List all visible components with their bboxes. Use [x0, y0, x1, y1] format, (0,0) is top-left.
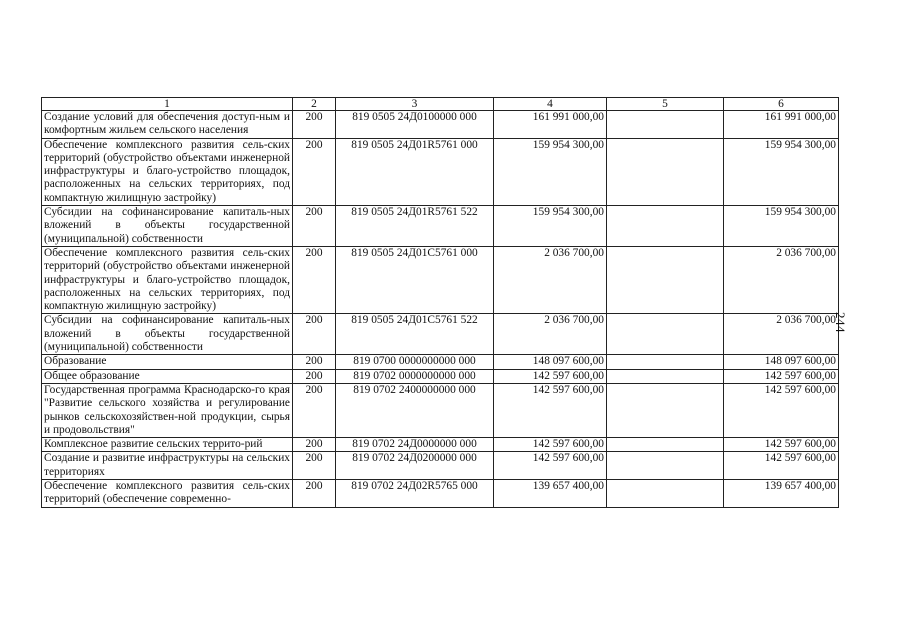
row-total: 142 597 600,00 [724, 438, 839, 452]
row-col5 [607, 452, 724, 480]
row-kbk: 819 0702 24Д0200000 000 [336, 452, 494, 480]
row-code: 200 [293, 480, 336, 508]
table-row [42, 438, 839, 452]
table-row [42, 355, 839, 369]
row-amount: 139 657 400,00 [494, 480, 607, 508]
row-code: 200 [293, 438, 336, 452]
row-amount: 2 036 700,00 [494, 314, 607, 355]
row-code: 200 [293, 246, 336, 313]
table-row [42, 111, 839, 139]
row-code: 200 [293, 314, 336, 355]
page-number: 244 [833, 312, 848, 333]
row-name: Субсидии на софинансирование капиталь-ных вложений в объекты государственной (муниципальной) собственности [42, 206, 293, 247]
row-col5 [607, 369, 724, 383]
header-col-2: 2 [293, 98, 336, 111]
row-name: Создание и развитие инфраструктуры на сельских территориях [42, 452, 293, 480]
row-name: Комплексное развитие сельских террито-рий [42, 438, 293, 452]
row-amount: 142 597 600,00 [494, 438, 607, 452]
row-name: Обеспечение комплексного развития сель-ских территорий (обеспечение современно- [42, 480, 293, 508]
row-col5 [607, 383, 724, 437]
row-name: Обеспечение комплексного развития сель-ских территорий (обустройство объектами инженерной инфраструктуры и благо-устройство площадок, расположенных на сельских территориях, под компактную жилищную застройку) [42, 138, 293, 205]
header-col-5: 5 [607, 98, 724, 111]
table-row [42, 452, 839, 480]
row-amount: 161 991 000,00 [494, 111, 607, 139]
header-col-6: 6 [724, 98, 839, 111]
row-kbk: 819 0505 24Д01С5761 000 [336, 246, 494, 313]
row-amount: 142 597 600,00 [494, 452, 607, 480]
row-name: Государственная программа Краснодарско-го края "Развитие сельского хозяйства и регулирование рынков сельскохозяйствен-ной продукции, сырья и продовольствия" [42, 383, 293, 437]
row-total: 2 036 700,00 [724, 314, 839, 355]
row-total: 139 657 400,00 [724, 480, 839, 508]
row-col5 [607, 246, 724, 313]
row-kbk: 819 0702 0000000000 000 [336, 369, 494, 383]
row-amount: 159 954 300,00 [494, 138, 607, 205]
row-total: 148 097 600,00 [724, 355, 839, 369]
row-code: 200 [293, 369, 336, 383]
row-amount: 159 954 300,00 [494, 206, 607, 247]
row-col5 [607, 111, 724, 139]
row-total: 161 991 000,00 [724, 111, 839, 139]
row-code: 200 [293, 111, 336, 139]
row-code: 200 [293, 206, 336, 247]
row-col5 [607, 438, 724, 452]
table-row [42, 246, 839, 313]
row-name: Обеспечение комплексного развития сель-ских территорий (обустройство объектами инженерной инфраструктуры и благо-устройство площадок, расположенных на сельских территориях, под компактную жилищную застройку) [42, 246, 293, 313]
row-name: Субсидии на софинансирование капиталь-ных вложений в объекты государственной (муниципальной) собственности [42, 314, 293, 355]
header-col-4: 4 [494, 98, 607, 111]
row-kbk: 819 0702 24Д0000000 000 [336, 438, 494, 452]
row-col5 [607, 355, 724, 369]
row-code: 200 [293, 355, 336, 369]
budget-table [41, 97, 839, 508]
row-amount: 142 597 600,00 [494, 383, 607, 437]
header-row [42, 98, 839, 111]
row-kbk: 819 0505 24Д01С5761 522 [336, 314, 494, 355]
row-col5 [607, 206, 724, 247]
row-total: 159 954 300,00 [724, 206, 839, 247]
row-kbk: 819 0702 2400000000 000 [336, 383, 494, 437]
row-total: 142 597 600,00 [724, 452, 839, 480]
table-row [42, 369, 839, 383]
row-col5 [607, 480, 724, 508]
row-col5 [607, 138, 724, 205]
row-kbk: 819 0702 24Д02R5765 000 [336, 480, 494, 508]
row-kbk: 819 0505 24Д01R5761 000 [336, 138, 494, 205]
row-kbk: 819 0700 0000000000 000 [336, 355, 494, 369]
row-amount: 148 097 600,00 [494, 355, 607, 369]
table-header [42, 98, 839, 111]
table-row [42, 314, 839, 355]
row-kbk: 819 0505 24Д01R5761 522 [336, 206, 494, 247]
row-amount: 2 036 700,00 [494, 246, 607, 313]
row-total: 2 036 700,00 [724, 246, 839, 313]
table-row [42, 383, 839, 437]
table-row [42, 206, 839, 247]
header-col-1: 1 [42, 98, 293, 111]
row-total: 142 597 600,00 [724, 369, 839, 383]
row-total: 142 597 600,00 [724, 383, 839, 437]
row-amount: 142 597 600,00 [494, 369, 607, 383]
row-code: 200 [293, 452, 336, 480]
row-name: Общее образование [42, 369, 293, 383]
row-code: 200 [293, 138, 336, 205]
row-kbk: 819 0505 24Д0100000 000 [336, 111, 494, 139]
table-body [42, 111, 839, 508]
table-row [42, 480, 839, 508]
row-total: 159 954 300,00 [724, 138, 839, 205]
row-col5 [607, 314, 724, 355]
row-code: 200 [293, 383, 336, 437]
table-row [42, 138, 839, 205]
header-col-3: 3 [336, 98, 494, 111]
row-name: Образование [42, 355, 293, 369]
row-name: Создание условий для обеспечения доступ-ным и комфортным жильем сельского населения [42, 111, 293, 139]
